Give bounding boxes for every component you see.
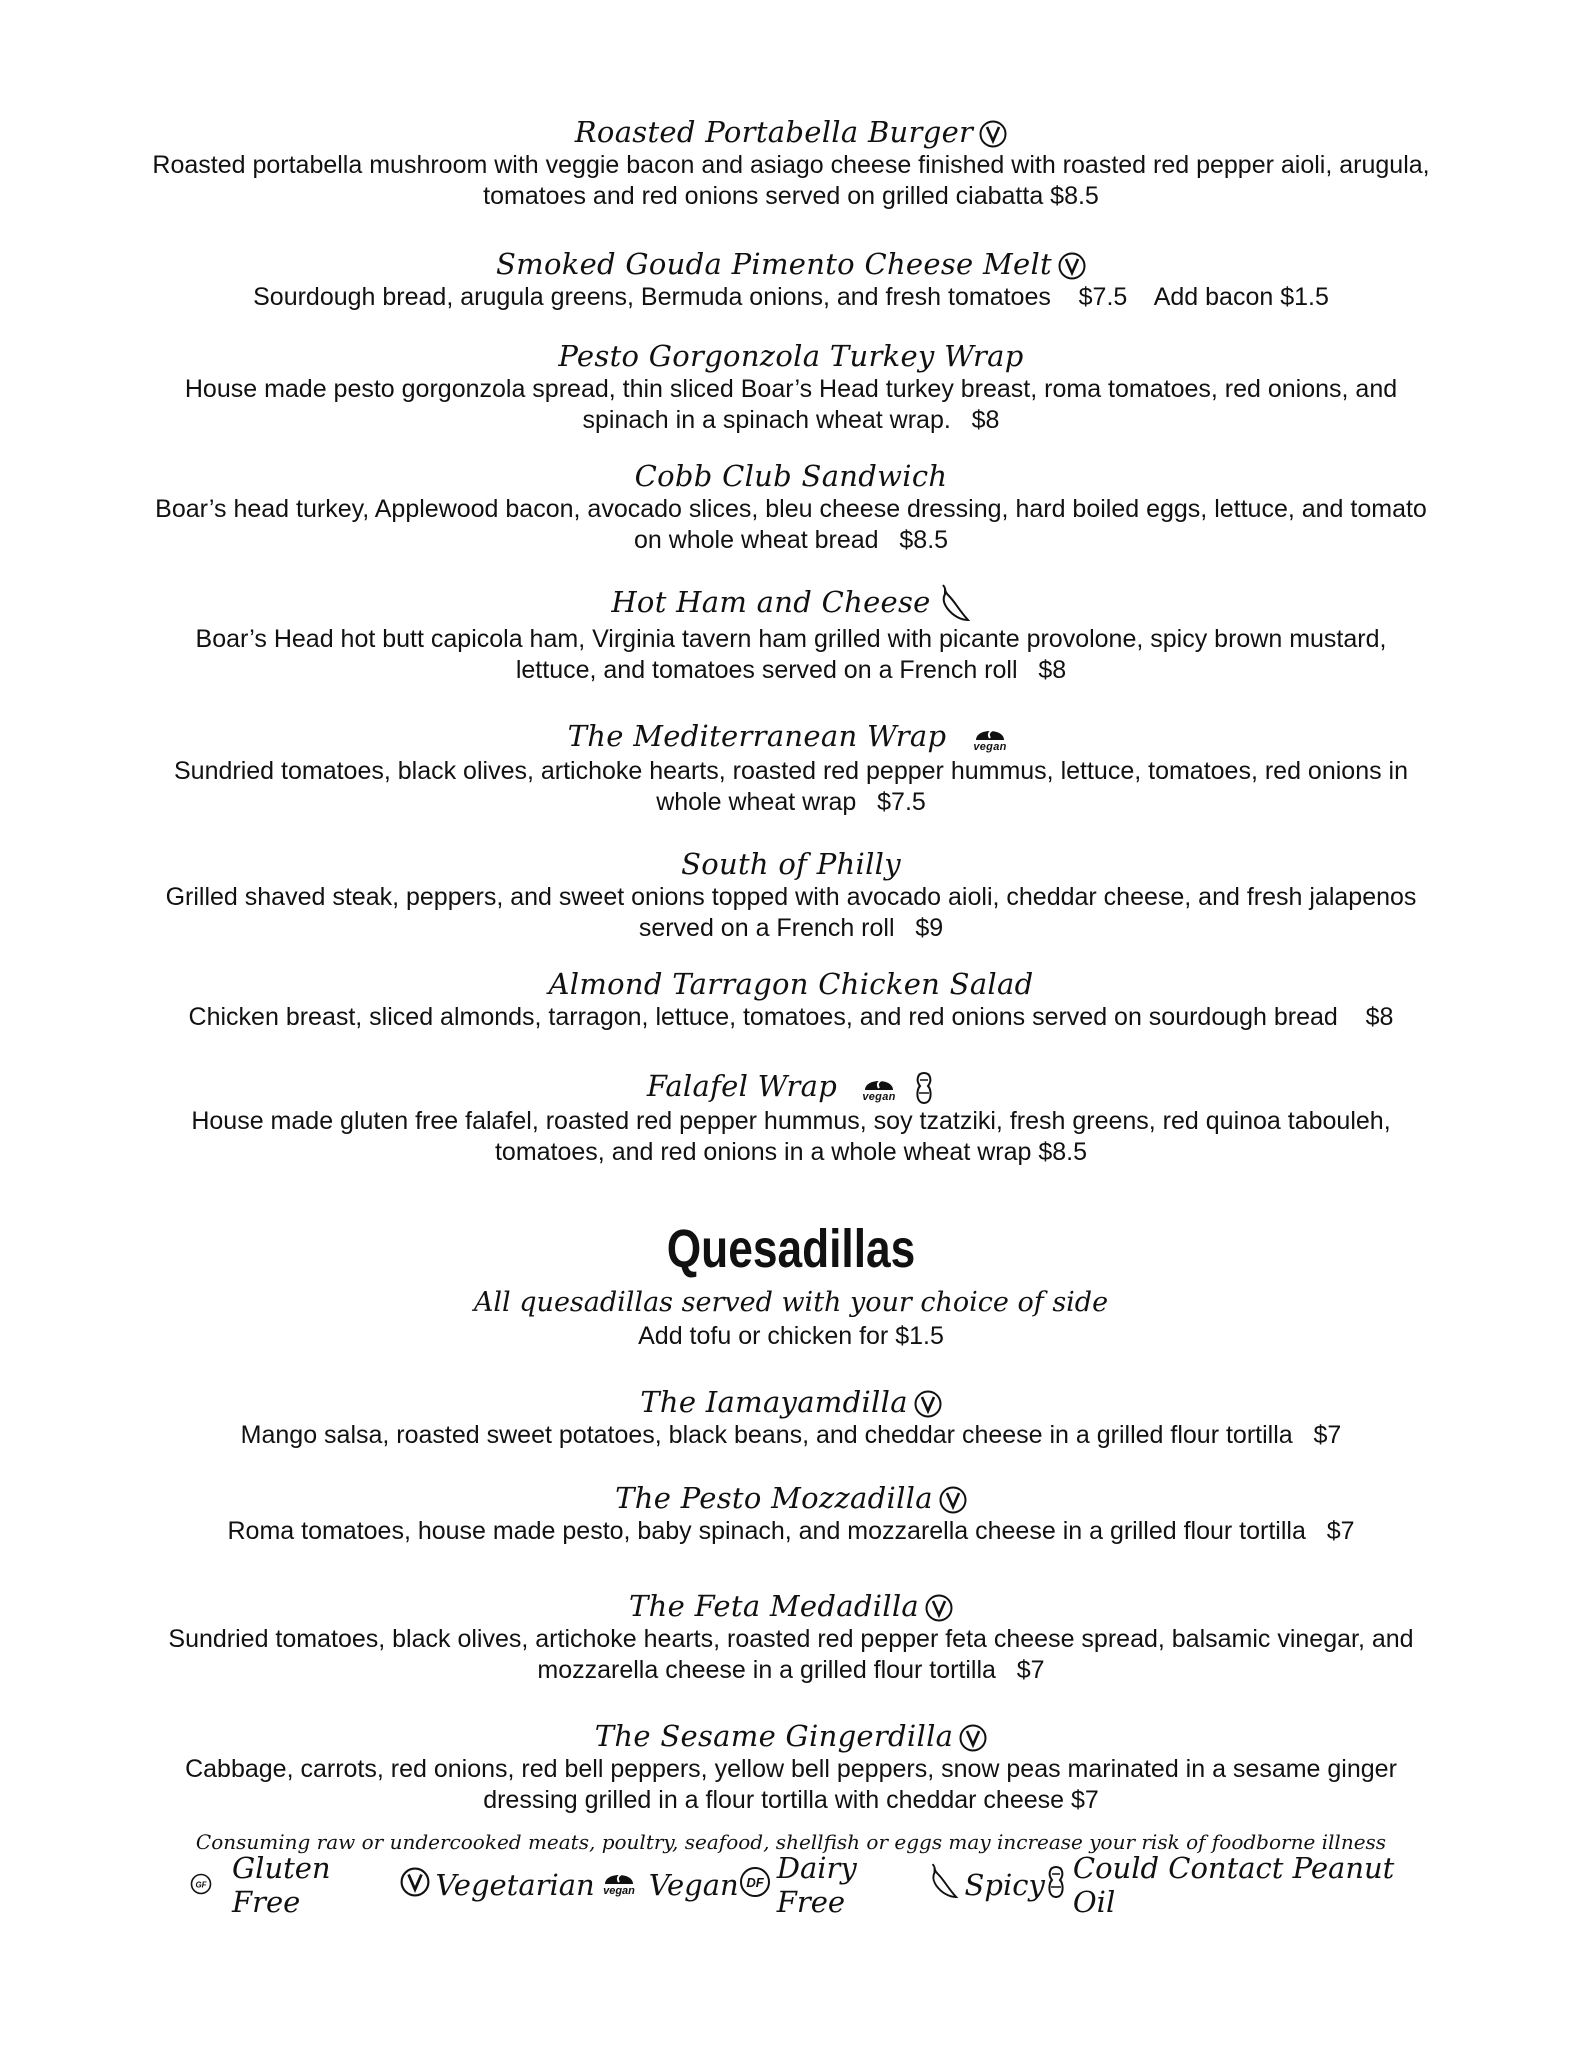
item-description: mozzarella cheese in a grilled flour tortilla $7 [537, 1656, 1045, 1684]
peanut-icon [913, 1071, 935, 1105]
item-description: dressing grilled in a flour tortilla with cheddar cheese $7 [483, 1786, 1099, 1814]
legend-vegetarian [400, 1867, 595, 1904]
item-description: Grilled shaved steak, peppers, and sweet onions topped with avocado aioli, cheddar cheese, and fresh jalapenos [165, 883, 1417, 911]
item-description: Roma tomatoes, house made pesto, baby spinach, and mozzarella cheese in a grilled flour tortilla $7 [227, 1517, 1355, 1545]
item-title: The Feta Medadilla [628, 1589, 920, 1623]
dairy-free-icon-label: DF [746, 1874, 764, 1890]
legend-label: Gluten Free [232, 1851, 331, 1919]
section-subtitle-block [0, 1286, 1582, 1352]
menu-item [120, 458, 1462, 556]
spicy-pepper-icon [927, 1863, 959, 1908]
vegan-icon-label: vegan [973, 741, 1008, 753]
vegan-icon [966, 720, 1014, 756]
menu-item [120, 966, 1462, 1033]
item-description: House made pesto gorgonzola spread, thin sliced Boar’s Head turkey breast, roma tomatoes, red onions, and [184, 375, 1398, 403]
vegetarian-icon [959, 1724, 987, 1752]
menu-item [120, 846, 1462, 944]
spicy-pepper-icon [937, 584, 971, 624]
dairy-free-icon [739, 1866, 771, 1905]
item-title: South of Philly [681, 847, 901, 881]
item-title: The Mediterranean Wrap [567, 719, 947, 753]
menu-item [120, 1718, 1462, 1816]
item-title: Falafel Wrap [646, 1069, 838, 1103]
item-title: Roasted Portabella Burger [574, 115, 974, 149]
section-subtitle: All quesadillas served with your choice of side [473, 1287, 1109, 1318]
item-description: tomatoes, and red onions in a whole wheat wrap $8.5 [494, 1138, 1088, 1166]
item-description: Sundried tomatoes, black olives, artichoke hearts, roasted red pepper hummus, lettuce, tomatoes, red onions in [174, 757, 1408, 785]
legend-vegan [595, 1864, 739, 1907]
item-description: tomatoes and red onions served on grilled ciabatta $8.5 [483, 182, 1099, 210]
item-title: The Sesame Gingerdilla [594, 1719, 954, 1753]
item-title: Smoked Gouda Pimento Cheese Melt [495, 247, 1052, 281]
gluten-free-icon [190, 1868, 212, 1902]
vegan-icon-label: vegan [602, 1884, 635, 1897]
food-safety-disclaimer: Consuming raw or undercooked meats, poultry, seafood, shellfish or eggs may increase your risk of foodborne illness [195, 1830, 1387, 1854]
item-description: Mango salsa, roasted sweet potatoes, black beans, and cheddar cheese in a grilled flour tortilla $7 [240, 1421, 1342, 1449]
vegan-icon-label: vegan [862, 1091, 896, 1103]
peanut-icon [1045, 1865, 1067, 1906]
item-description: whole wheat wrap $7.5 [656, 788, 926, 816]
item-description: Sourdough bread, arugula greens, Bermuda onions, and fresh tomatoes $7.5 Add bacon $1.5 [253, 283, 1329, 311]
legend-label: Spicy [964, 1868, 1045, 1902]
section-heading: Quesadillas [666, 1219, 916, 1279]
vegetarian-icon [925, 1594, 953, 1622]
menu-item [120, 1588, 1462, 1686]
item-description: spinach in a spinach wheat wrap. $8 [582, 406, 1000, 434]
item-title: Cobb Club Sandwich [634, 459, 948, 493]
menu-item [120, 114, 1462, 212]
item-title: The Iamayamdilla [640, 1385, 908, 1419]
vegetarian-icon [1058, 252, 1086, 280]
legend-peanut [1045, 1851, 1430, 1919]
legend-label: Vegetarian [435, 1868, 595, 1902]
item-description: served on a French roll $9 [638, 914, 944, 942]
item-title: Pesto Gorgonzola Turkey Wrap [558, 339, 1024, 373]
item-description: lettuce, and tomatoes served on a French roll $8 [515, 656, 1067, 684]
vegetarian-icon [939, 1486, 967, 1514]
item-title: The Pesto Mozzadilla [615, 1481, 933, 1515]
vegetarian-icon [400, 1867, 430, 1904]
section-addon: Add tofu or chicken for $1.5 [638, 1322, 944, 1350]
item-description: Sundried tomatoes, black olives, artichoke hearts, roasted red pepper feta cheese spread, balsamic vinegar, and [168, 1625, 1414, 1653]
item-description: on whole wheat bread $8.5 [633, 526, 949, 554]
vegan-icon [595, 1864, 643, 1907]
legend-label: Dairy Free [776, 1851, 857, 1919]
menu-item [120, 1480, 1462, 1547]
vegetarian-icon [979, 120, 1007, 148]
vegetarian-icon [914, 1390, 942, 1418]
item-description: Roasted portabella mushroom with veggie bacon and asiago cheese finished with roasted red pepper aioli, arugula, [152, 151, 1430, 179]
legend-spicy [927, 1863, 1045, 1908]
item-title: Almond Tarragon Chicken Salad [548, 967, 1034, 1001]
legend-label: Could Contact Peanut Oil [1072, 1851, 1395, 1919]
menu-item [120, 1384, 1462, 1451]
vegan-icon [855, 1070, 903, 1106]
legend-gluten-free [190, 1851, 400, 1919]
item-description: House made gluten free falafel, roasted red pepper hummus, soy tzatziki, fresh greens, red quinoa tabouleh, [191, 1107, 1391, 1135]
item-description: Boar’s Head hot butt capicola ham, Virginia tavern ham grilled with picante provolone, spicy brown mustard, [195, 625, 1387, 653]
item-description: Chicken breast, sliced almonds, tarragon, lettuce, tomatoes, and red onions served on sourdough bread $8 [188, 1003, 1394, 1031]
item-title: Hot Ham and Cheese [611, 585, 931, 619]
menu-item [120, 338, 1462, 436]
item-description: Cabbage, carrots, red onions, red bell peppers, yellow bell peppers, snow peas marinated in a sesame ginger [185, 1755, 1397, 1783]
menu-item [120, 246, 1462, 313]
dietary-legend [190, 1851, 1430, 1919]
gluten-free-icon-label: GF [195, 1880, 207, 1890]
legend-dairy-free [739, 1851, 927, 1919]
menu-item [120, 584, 1462, 686]
item-description: Boar’s head turkey, Applewood bacon, avocado slices, bleu cheese dressing, hard boiled eggs, lettuce, and tomato [155, 495, 1427, 523]
legend-label: Vegan [648, 1868, 739, 1902]
menu-item [120, 718, 1462, 818]
menu-item [120, 1068, 1462, 1168]
